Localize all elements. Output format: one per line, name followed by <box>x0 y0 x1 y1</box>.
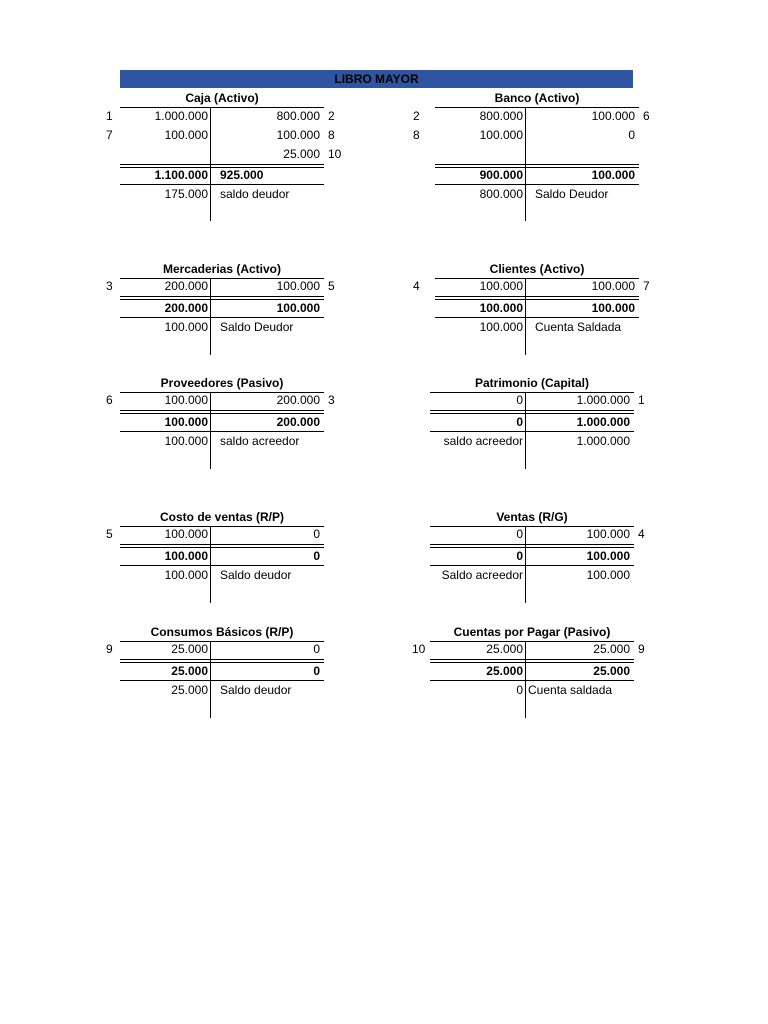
debit-cell: 1.000.000 <box>154 109 208 123</box>
balance-right: Saldo Deudor <box>220 320 294 334</box>
debit-cell: 100.000 <box>164 393 208 407</box>
entry-ref-left: 1 <box>106 109 113 123</box>
entry-ref-right: 7 <box>643 279 650 293</box>
total-credit: 200.000 <box>276 415 320 429</box>
balance-right: Saldo deudor <box>220 683 292 697</box>
account-title: Banco (Activo) <box>494 91 580 105</box>
balance-left: 25.000 <box>171 683 208 697</box>
balance-left: 0 <box>516 683 523 697</box>
entry-ref-left: 8 <box>413 128 420 142</box>
balance-left: Saldo acreedor <box>441 568 523 582</box>
balance-left: 100.000 <box>479 320 523 334</box>
entry-ref-right: 10 <box>328 147 342 161</box>
entry-ref-right: 2 <box>328 109 335 123</box>
ledger-banner: LIBRO MAYOR <box>120 70 633 88</box>
balance-left: 100.000 <box>164 320 208 334</box>
credit-cell: 100.000 <box>591 279 635 293</box>
credit-cell: 0 <box>313 642 320 656</box>
total-debit: 1.100.000 <box>154 168 208 182</box>
account-title: Mercaderias (Activo) <box>162 262 282 276</box>
credit-cell: 200.000 <box>276 393 320 407</box>
account-patrimonio <box>430 374 645 470</box>
total-credit: 100.000 <box>586 549 630 563</box>
account-costo-ventas <box>106 508 324 604</box>
account-clientes <box>413 260 650 356</box>
credit-cell: 100.000 <box>591 109 635 123</box>
debit-cell: 0 <box>516 393 523 407</box>
total-credit: 925.000 <box>220 168 264 182</box>
entry-ref-left: 7 <box>106 128 113 142</box>
balance-left: saldo acreedor <box>443 434 523 448</box>
account-cuentas-por-pagar <box>412 623 645 719</box>
balance-right: saldo deudor <box>220 187 290 201</box>
credit-cell: 800.000 <box>276 109 320 123</box>
credit-cell: 0 <box>628 128 635 142</box>
total-debit: 25.000 <box>171 664 208 678</box>
entry-ref-right: 1 <box>638 393 645 407</box>
account-consumos-basicos <box>106 623 324 719</box>
total-credit: 25.000 <box>593 664 630 678</box>
total-debit: 0 <box>516 549 523 563</box>
total-credit: 100.000 <box>591 168 635 182</box>
balance-right: Saldo Deudor <box>535 187 609 201</box>
debit-cell: 800.000 <box>479 109 523 123</box>
entry-ref-right: 3 <box>328 393 335 407</box>
entry-ref-left: 6 <box>106 393 113 407</box>
account-caja <box>106 89 342 224</box>
account-title: Caja (Activo) <box>185 91 259 105</box>
credit-cell: 100.000 <box>586 527 630 541</box>
total-credit: 1.000.000 <box>576 415 630 429</box>
debit-cell: 25.000 <box>486 642 523 656</box>
account-proveedores <box>106 374 335 470</box>
entry-ref-right: 8 <box>328 128 335 142</box>
entry-ref-left: 2 <box>413 109 420 123</box>
credit-cell: 0 <box>313 527 320 541</box>
total-credit: 100.000 <box>276 301 320 315</box>
account-ventas <box>430 508 645 604</box>
balance-right: Saldo deudor <box>220 568 292 582</box>
account-title: Clientes (Activo) <box>489 262 585 276</box>
credit-cell: 100.000 <box>276 279 320 293</box>
entry-ref-left: 3 <box>106 279 113 293</box>
credit-cell: 1.000.000 <box>576 393 630 407</box>
account-title: Patrimonio (Capital) <box>474 376 589 390</box>
debit-cell: 100.000 <box>479 128 523 142</box>
entry-ref-left: 9 <box>106 642 113 656</box>
total-credit: 0 <box>313 664 320 678</box>
balance-left: 175.000 <box>164 187 208 201</box>
balance-right: Cuenta Saldada <box>535 320 622 334</box>
entry-ref-right: 4 <box>638 527 645 541</box>
account-title: Costo de ventas (R/P) <box>159 510 285 524</box>
debit-cell: 100.000 <box>164 128 208 142</box>
balance-left: 800.000 <box>479 187 523 201</box>
total-credit: 100.000 <box>591 301 635 315</box>
entry-ref-left: 4 <box>413 279 420 293</box>
balance-left: 100.000 <box>164 568 208 582</box>
account-title: Ventas (R/G) <box>496 510 568 524</box>
total-debit: 100.000 <box>479 301 523 315</box>
total-debit: 100.000 <box>164 415 208 429</box>
entry-ref-left: 5 <box>106 527 113 541</box>
account-title: Proveedores (Pasivo) <box>160 376 284 390</box>
balance-right: 1.000.000 <box>576 434 630 448</box>
entry-ref-left: 10 <box>412 642 426 656</box>
total-debit: 100.000 <box>164 549 208 563</box>
account-title: Consumos Básicos (R/P) <box>150 625 294 639</box>
total-credit: 0 <box>313 549 320 563</box>
debit-cell: 0 <box>516 527 523 541</box>
credit-cell: 100.000 <box>276 128 320 142</box>
entry-ref-right: 6 <box>643 109 650 123</box>
balance-left: 100.000 <box>164 434 208 448</box>
total-debit: 25.000 <box>486 664 523 678</box>
total-debit: 200.000 <box>164 301 208 315</box>
debit-cell: 25.000 <box>171 642 208 656</box>
entry-ref-right: 5 <box>328 279 335 293</box>
total-debit: 0 <box>516 415 523 429</box>
account-mercaderias <box>106 260 335 356</box>
balance-right: saldo acreedor <box>220 434 300 448</box>
balance-right: 100.000 <box>586 568 630 582</box>
balance-right: Cuenta saldada <box>528 683 613 697</box>
debit-cell: 100.000 <box>479 279 523 293</box>
total-debit: 900.000 <box>479 168 523 182</box>
credit-cell: 25.000 <box>593 642 630 656</box>
account-banco <box>413 89 650 224</box>
entry-ref-right: 9 <box>638 642 645 656</box>
account-title: Cuentas por Pagar (Pasivo) <box>453 625 611 639</box>
debit-cell: 100.000 <box>164 527 208 541</box>
credit-cell: 25.000 <box>283 147 320 161</box>
debit-cell: 200.000 <box>164 279 208 293</box>
